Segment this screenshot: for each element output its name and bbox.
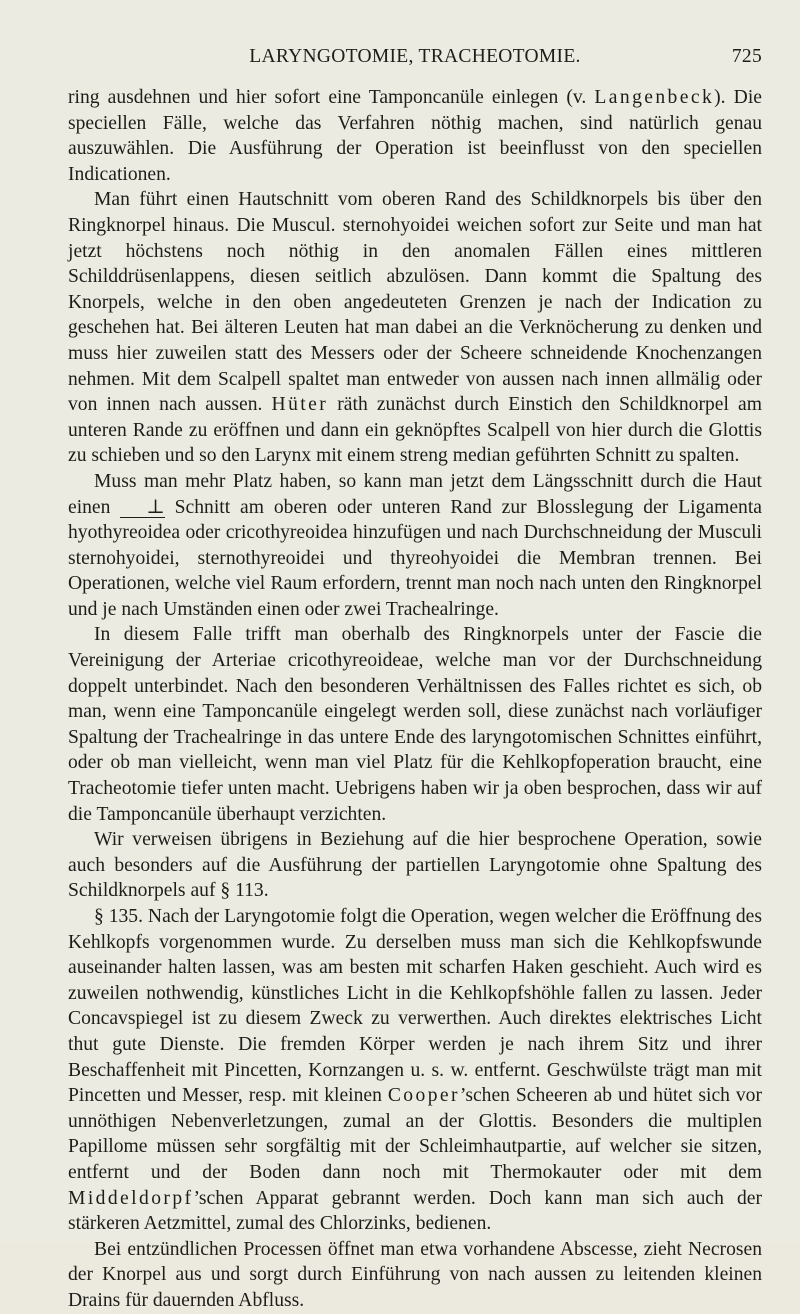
paragraph-2-text-b: räth zunächst durch Einstich den Schildknorpel am unteren Rande zu eröffnen und dann ein geknöpftes Scalpell von hier durch die Glottis zu schieben und so den Larynx mit einem streng median geführten Schnitt zu spalten.: [68, 394, 762, 467]
paragraph-6-text-a: § 135. Nach der Laryngotomie folgt die Operation, wegen welcher die Eröffnung des Kehlkopfs vorgenommen wurde. Zu derselben muss man sich die Kehlkopfswunde auseinander halten lassen, was am besten mit scharfen Haken geschieht. Auch wird es zuweilen nothwendig, künstliches Licht in die Kehlkopfshöhle fallen zu lassen. Jeder Concavspiegel ist zu diesem Zweck zu verwerthen. Auch direktes elektrisches Licht thut gute Dienste. Die fremden Körper werden je nach ihrem Sitz und ihrer Beschaffenheit mit Pincetten, Kornzangen u. s. w. entfernt. Geschwülste trägt man mit Pincetten und Messer, resp. mit kleinen: [68, 906, 762, 1107]
page-number: 725: [731, 46, 762, 67]
running-head: [68, 46, 762, 72]
paragraph-6-text-c: ’schen Apparat gebrannt werden. Doch kann man sich auch der stärkeren Aetzmittel, zumal des Chlorzinks, bedienen.: [68, 1187, 762, 1235]
paragraph-2-text-a: Man führt einen Hautschnitt vom oberen Rand des Schildknorpels bis über den Ringknorpel hinaus. Die Muscul. sternohyoidei weichen sofort zur Seite und man hat jetzt höchstens noch nöthig in den anomalen Fällen eines mittleren Schilddrüsenlappens, diesen seitlich abzulösen. Dann kommt die Spaltung des Knorpels, welche in den oben angedeuteten Grenzen je nach der Indication zu geschehen hat. Bei älteren Leuten hat man dabei an die Verknöcherung zu denken und muss hier zuweilen statt des Messers oder der Scheere schneidende Knochenzangen nehmen. Mit dem Scalpell spaltet man entweder von aussen nach innen allmälig oder von innen nach aussen.: [68, 189, 762, 416]
paragraph-4: In diesem Falle trifft man oberhalb des Ringknorpels unter der Fascie die Vereinigung der Arteriae cricothyreoideae, welche man vor der Durchschneidung doppelt unterbindet. Nach den besonderen Verhältnissen des Falles richtet es sich, ob man, wenn eine Tamponcanüle eingelegt werden soll, diese zunächst nach vorläufiger Spaltung der Trachealringe in das untere Ende des laryngotomischen Schnittes einführt, oder ob man vielleicht, wenn man viel Platz für die Kehlkopfoperation braucht, eine Tracheotomie tiefer unten macht. Uebrigens haben wir ja oben besprochen, dass wir auf die Tamponcanüle überhaupt verzichten.: [68, 624, 762, 825]
perpendicular-symbol: ⊥: [120, 499, 164, 518]
running-title: LARYNGOTOMIE, TRACHEOTOMIE.: [249, 46, 581, 67]
author-name-middeldorpf: Middeldorpf: [68, 1187, 194, 1209]
paragraph-1-text-a: ring ausdehnen und hier sofort eine Tamponcanüle einlegen (v.: [68, 87, 595, 108]
paragraph-7: Bei entzündlichen Processen öffnet man etwa vorhandene Abscesse, zieht Necrosen der Knorpel aus und sorgt durch Einführung von nach aussen zu leitenden kleinen Drains für dauernden Abfluss.: [68, 1238, 762, 1311]
paragraph-5: Wir verweisen übrigens in Beziehung auf die hier besprochene Operation, sowie auch besonders auf die Ausführung der partiellen Laryngotomie ohne Spaltung des Schildknorpels auf § 113.: [68, 829, 762, 902]
body-text: [68, 85, 762, 1314]
paragraph-6: [68, 904, 762, 1237]
author-name-hueter: Hüter: [271, 394, 329, 416]
paragraph-3-text-a: Muss man mehr Platz haben, so kann man jetzt dem Längsschnitt durch die Haut einen: [68, 470, 762, 518]
paragraph-1: [68, 85, 762, 187]
paragraph-1-text-b: ). Die speciellen Fälle, welche das Verfahren nöthig machen, sind natürlich genau auszuwählen. Die Ausführung der Operation ist beeinflusst von den speciellen Indicationen.: [68, 87, 762, 185]
paragraph-6-text-b: ’schen Scheeren ab und hütet sich vor unnöthigen Nebenverletzungen, zumal an der Glottis. Besonders die multiplen Papillome müssen sehr sorgfältig mit der Schleimhautpartie, auf welcher sie sitzen, entfernt und der Boden dann noch mit Thermokauter oder mit dem: [68, 1085, 762, 1183]
paragraph-3: [68, 469, 762, 623]
author-name-cooper: Cooper: [387, 1085, 460, 1107]
paragraph-3-text-b: Schnitt am oberen oder unteren Rand zur Blosslegung der Ligamenta hyothyreoidea oder cricothyreoidea hinzufügen und nach Durchschneidung der Musculi sternohyoidei, sternothyreoidei und thyreohyoidei die Membran trennen. Bei Operationen, welche viel Raum erfordern, trennt man noch nach unten den Ringknorpel und je nach Umständen einen oder zwei Trachealringe.: [68, 496, 762, 620]
author-name-langenbeck: Langenbeck: [594, 87, 715, 108]
paragraph-2: [68, 187, 762, 469]
